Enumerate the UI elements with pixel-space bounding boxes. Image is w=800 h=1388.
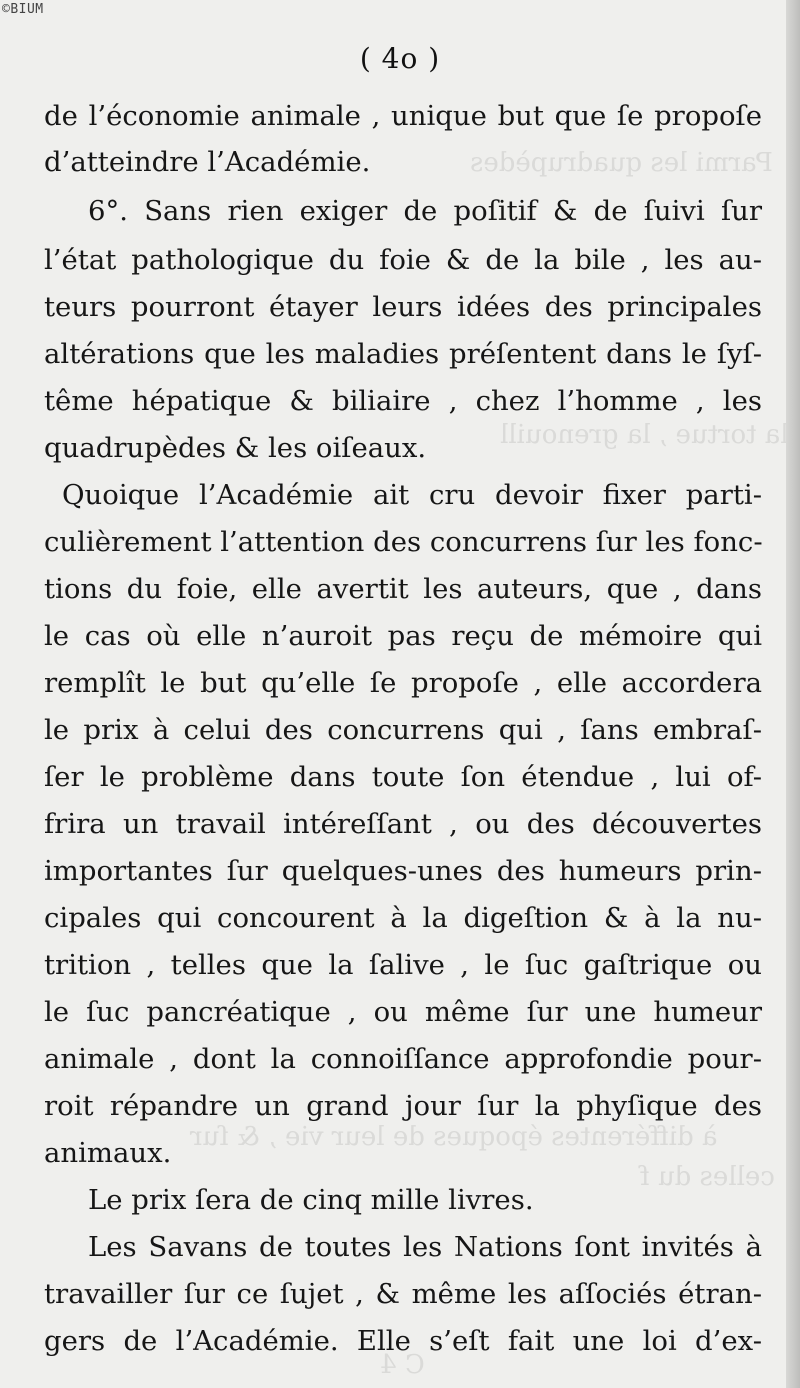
text-line: cipales qui concourent à la digeſtion & à la nu- xyxy=(44,902,762,934)
show-through-text: Parmi les quadrupèdes xyxy=(470,148,773,178)
text-line: culièrement l’attention des concurrens ſur les fonc- xyxy=(44,526,763,558)
text-line: quadrupèdes & les oiſeaux. xyxy=(44,432,427,464)
text-line: 6°. Sans rien exiger de poſitif & de ſuivi ſur xyxy=(88,195,762,227)
text-line: tême hépatique & biliaire , chez l’homme , les xyxy=(44,385,762,417)
text-line: altérations que les maladies préſentent dans le ſyſ- xyxy=(44,338,762,370)
text-line: animale , dont la connoiſſance approfondie pour- xyxy=(44,1043,762,1075)
text-line: frira un travail intéreſſant , ou des découvertes xyxy=(44,808,762,840)
text-line: trition , telles que la ſalive , le ſuc gaſtrique ou xyxy=(44,949,762,981)
show-through-text: C 4 xyxy=(380,1350,425,1380)
text-line: d’atteindre l’Académie. xyxy=(44,146,371,178)
text-line: travailler ſur ce ſujet , & même les aſſociés étran- xyxy=(44,1278,762,1310)
text-line: remplît le but qu’elle ſe propoſe , elle accordera xyxy=(44,667,762,699)
text-line: Le prix ſera de cinq mille livres. xyxy=(88,1184,534,1216)
library-watermark: ©BIUM xyxy=(2,2,44,17)
page-number: ( 4o ) xyxy=(359,42,441,75)
text-line: ſer le problème dans toute ſon étendue , lui of- xyxy=(44,761,762,793)
show-through-text: à différentes époques de leur vie , & ſur xyxy=(190,1122,718,1152)
text-line: Les Savans de toutes les Nations ſont invités à xyxy=(88,1231,762,1263)
text-line: le ſuc pancréatique , ou même ſur une humeur xyxy=(44,996,762,1028)
show-through-text: celles du f xyxy=(640,1162,775,1192)
text-line: teurs pourront étayer leurs idées des principales xyxy=(44,291,762,323)
show-through-text: la tortue , la grenouill xyxy=(500,420,789,450)
text-line: tions du foie, elle avertit les auteurs, que , dans xyxy=(44,573,762,605)
text-line: roit répandre un grand jour ſur la phyſique des xyxy=(44,1090,762,1122)
text-line: le cas où elle n’auroit pas reçu de mémoire qui xyxy=(44,620,762,652)
text-line: l’état pathologique du foie & de la bile , les au- xyxy=(44,244,762,276)
text-line: gers de l’Académie. Elle s’eſt fait une loi d’ex- xyxy=(44,1325,762,1357)
text-line: de l’économie animale , unique but que ſe propoſe xyxy=(44,100,762,132)
text-line: importantes ſur quelques-unes des humeurs prin- xyxy=(44,855,762,887)
text-line: le prix à celui des concurrens qui , ſans embraſ- xyxy=(44,714,762,746)
text-line: Quoique l’Académie ait cru devoir fixer parti- xyxy=(62,479,762,511)
text-line: animaux. xyxy=(44,1137,172,1169)
